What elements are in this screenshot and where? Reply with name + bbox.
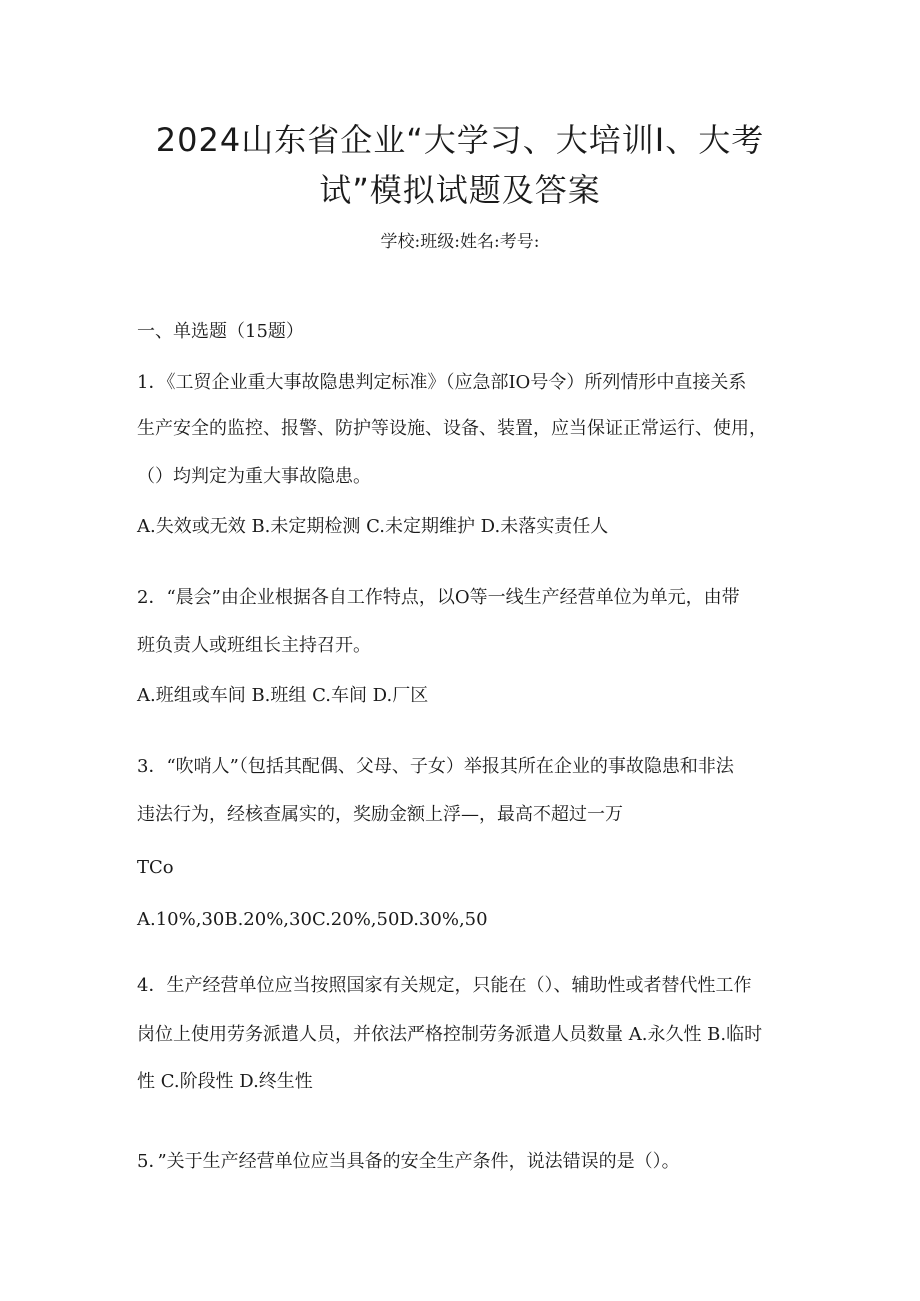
question-text-line: （）均判定为重大事故隐患。 [137,466,371,487]
question-text-line: 生产安全的监控、报警、防护等设施、设备、装置，应当保证正常运行、使用， [137,418,767,439]
question-text-line: 岗位上使用劳务派遣人员，并依法严格控制劳务派遣人员数量 A.永久性 B.临时 [137,1024,763,1045]
student-info-line: 学校:班级:姓名:考号: [380,232,540,252]
section-heading: 一、单选题（15题） [137,321,304,342]
question-text-line: 5．”关于生产经营单位应当具备的安全生产条件，说法错误的是（）。 [137,1151,680,1172]
question-text-line: 违法行为，经核查属实的，奖励金额上浮—，最高不超过一万 [137,804,623,825]
question-text-line: 3．“吹哨人”（包括其配偶、父母、子女）举报其所在企业的事故隐患和非法 [137,756,734,777]
question-text-line: 班负责人或班组长主持召开。 [137,635,371,656]
question-options: A.失效或无效 B.未定期检测 C.未定期维护 D.未落实责任人 [137,516,609,537]
question-text-line: 性 C.阶段性 D.终生性 [137,1071,313,1092]
document-title-line-2: 试”模拟试题及答案 [319,171,601,209]
question-text-line: TCo [137,857,174,878]
question-text-line: 4．生产经营单位应当按照国家有关规定，只能在（）、辅助性或者替代性工作 [137,975,752,996]
question-text-line: 1．《工贸企业重大事故隐患判定标准》（应急部IO号令）所列情形中直接关系 [137,372,747,393]
question-text-line: 2．“晨会”由企业根据各自工作特点，以O等一线生产经营单位为单元，由带 [137,587,740,608]
document-title-line-1: 2024山东省企业“大学习、大培训I、大考 [155,121,765,159]
question-options: A.10%,30B.20%,30C.20%,50D.30%,50 [137,909,488,930]
question-options: A.班组或车间 B.班组 C.车间 D.厂区 [137,685,429,706]
